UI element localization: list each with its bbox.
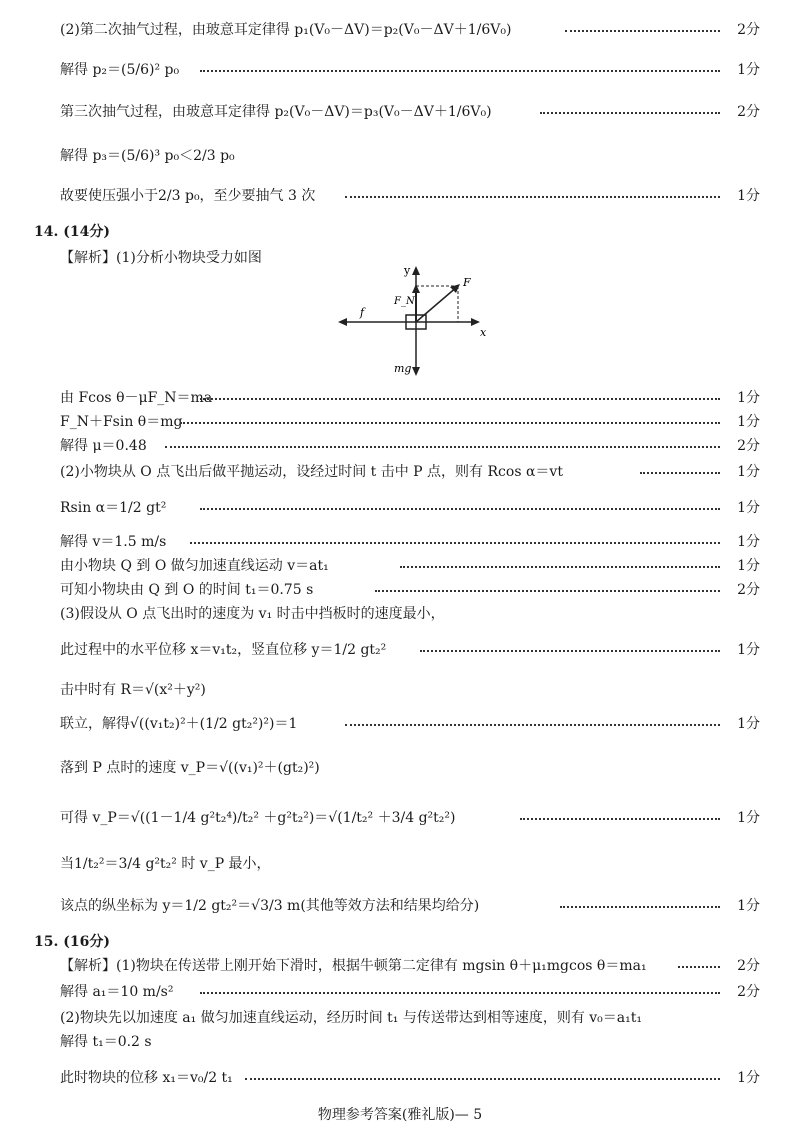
solution-line	[0, 1006, 800, 1030]
score-label: 1分	[737, 1070, 760, 1086]
solution-line	[0, 756, 800, 780]
leader-dots	[560, 906, 720, 908]
solution-line	[0, 144, 800, 168]
leader-dots	[678, 966, 720, 968]
line-text: 第三次抽气过程，由玻意耳定律得 p₂(V₀－ΔV)＝p₃(V₀－ΔV＋1/6V₀)	[60, 104, 492, 120]
solution-line	[0, 578, 800, 602]
solution-line	[0, 806, 800, 830]
score-label: 1分	[737, 500, 760, 516]
score-label: 2分	[737, 582, 760, 598]
line-text: 此时物块的位移 x₁＝v₀/2 t₁	[60, 1070, 233, 1086]
line-text: 可得 v_P＝√((1－1/4 g²t₂⁴)/t₂² ＋g²t₂²)＝√(1/t₂² ＋3/4 g²t₂²)	[60, 810, 456, 826]
label-f: f	[360, 306, 365, 319]
solution-line	[0, 602, 800, 626]
line-text: F_N＋Fsin θ＝mg	[60, 414, 183, 430]
solution-line	[0, 386, 800, 410]
leader-dots	[345, 196, 720, 198]
score-label: 1分	[737, 642, 760, 658]
solution-line	[0, 1030, 800, 1054]
solution-line	[0, 58, 800, 82]
solution-line	[0, 18, 800, 42]
line-text: 落到 P 点时的速度 v_P＝√((v₁)²＋(gt₂)²)	[60, 760, 320, 776]
solution-line	[0, 852, 800, 876]
force-diagram	[330, 262, 500, 382]
leader-dots	[565, 30, 720, 32]
solution-line	[0, 434, 800, 458]
leader-dots	[345, 724, 720, 726]
leader-dots	[400, 566, 720, 568]
leader-dots	[200, 70, 720, 72]
solution-line	[0, 980, 800, 1004]
y-axis-arrow	[412, 266, 420, 275]
line-text: (3)假设从 O 点飞出时的速度为 v₁ 时击中挡板时的速度最小，	[60, 606, 445, 622]
solution-line	[0, 184, 800, 208]
line-text: 击中时有 R＝√(x²＋y²)	[60, 682, 206, 698]
leader-dots	[520, 818, 720, 820]
line-text: 解得 v＝1.5 m/s	[60, 534, 167, 550]
leader-dots	[165, 446, 720, 448]
line-text: 解得 μ＝0.48	[60, 438, 147, 454]
solution-line	[0, 894, 800, 918]
leader-dots	[375, 590, 720, 592]
line-text: 由 Fcos θ－μF_N＝ma	[60, 390, 213, 406]
solution-line	[0, 638, 800, 662]
line-text: 该点的纵坐标为 y＝1/2 gt₂²＝√3/3 m(其他等效方法和结果均给分)	[60, 898, 480, 914]
score-label: 2分	[737, 984, 760, 1000]
leader-dots	[540, 112, 720, 114]
score-label: 1分	[737, 188, 760, 204]
score-label: 2分	[737, 438, 760, 454]
solution-line	[0, 554, 800, 578]
score-label: 1分	[737, 390, 760, 406]
score-label: 1分	[737, 898, 760, 914]
leader-dots	[190, 542, 720, 544]
line-text: 联立，解得√((v₁t₂)²＋(1/2 gt₂²)²)＝1	[60, 716, 298, 732]
problem-heading	[0, 220, 800, 244]
solution-line	[0, 410, 800, 434]
label-mg: mg	[394, 362, 412, 375]
line-text: Rsin α＝1/2 gt²	[60, 500, 167, 516]
problem-heading	[0, 930, 800, 954]
score-label: 1分	[737, 414, 760, 430]
label-FN: F_N	[394, 296, 415, 307]
solution-line	[0, 712, 800, 736]
line-text: 当1/t₂²＝3/4 g²t₂² 时 v_P 最小，	[60, 856, 271, 872]
score-label: 2分	[737, 22, 760, 38]
friction-arrow	[338, 318, 347, 326]
line-text: 可知小物块由 Q 到 O 的时间 t₁＝0.75 s	[60, 582, 314, 598]
x-axis-arrow	[471, 318, 480, 326]
solution-line	[0, 496, 800, 520]
line-text: 解得 p₃＝(5/6)³ p₀＜2/3 p₀	[60, 148, 235, 164]
line-text: (2)物块先以加速度 a₁ 做匀加速直线运动，经历时间 t₁ 与传送带达到相等速度，则有 v₀＝a₁t₁	[60, 1010, 642, 1026]
leader-dots	[200, 508, 720, 510]
solution-line	[0, 460, 800, 484]
leader-dots	[200, 398, 720, 400]
label-x: x	[480, 326, 487, 339]
page-footer: 物理参考答案(雅礼版)— 5	[317, 1107, 483, 1123]
line-text: (2)小物块从 O 点飞出后做平抛运动，设经过时间 t 击中 P 点，则有 Rcos α＝vt	[60, 464, 563, 480]
score-label: 2分	[737, 958, 760, 974]
line-text: 【解析】(1)分析小物块受力如图	[60, 250, 262, 266]
line-text: 解得 t₁＝0.2 s	[60, 1034, 152, 1050]
solution-line	[0, 100, 800, 124]
label-y: y	[404, 264, 411, 277]
leader-dots	[180, 422, 720, 424]
applied-force-vector	[416, 286, 458, 322]
solution-line	[0, 530, 800, 554]
line-text: 解得 p₂＝(5/6)² p₀	[60, 62, 180, 78]
normal-force-arrow	[412, 284, 420, 293]
line-text: 故要使压强小于2/3 p₀，至少要抽气 3 次	[60, 188, 316, 204]
score-label: 1分	[737, 62, 760, 78]
gravity-arrow	[412, 367, 420, 376]
line-text: 解得 a₁＝10 m/s²	[60, 984, 174, 1000]
line-text: (2)第二次抽气过程，由玻意耳定律得 p₁(V₀－ΔV)＝p₂(V₀－ΔV＋1/6V₀)	[60, 22, 512, 38]
solution-line	[0, 678, 800, 702]
score-label: 1分	[737, 464, 760, 480]
leader-dots	[640, 472, 720, 474]
line-text: 14. (14分)	[34, 224, 110, 240]
line-text: 由小物块 Q 到 O 做匀加速直线运动 v＝at₁	[60, 558, 329, 574]
score-label: 1分	[737, 716, 760, 732]
leader-dots	[200, 992, 720, 994]
score-label: 1分	[737, 534, 760, 550]
leader-dots	[420, 650, 720, 652]
line-text: 【解析】(1)物块在传送带上刚开始下滑时，根据牛顿第二定律有 mgsin θ＋μ₁mgcos θ＝ma₁	[60, 958, 647, 974]
label-F: F	[463, 276, 471, 289]
line-text: 此过程中的水平位移 x＝v₁t₂，竖直位移 y＝1/2 gt₂²	[60, 642, 387, 658]
leader-dots	[245, 1078, 720, 1080]
solution-line	[0, 954, 800, 978]
line-text: 15. (16分)	[34, 934, 110, 950]
score-label: 1分	[737, 558, 760, 574]
score-label: 1分	[737, 810, 760, 826]
solution-line	[0, 1066, 800, 1090]
score-label: 2分	[737, 104, 760, 120]
